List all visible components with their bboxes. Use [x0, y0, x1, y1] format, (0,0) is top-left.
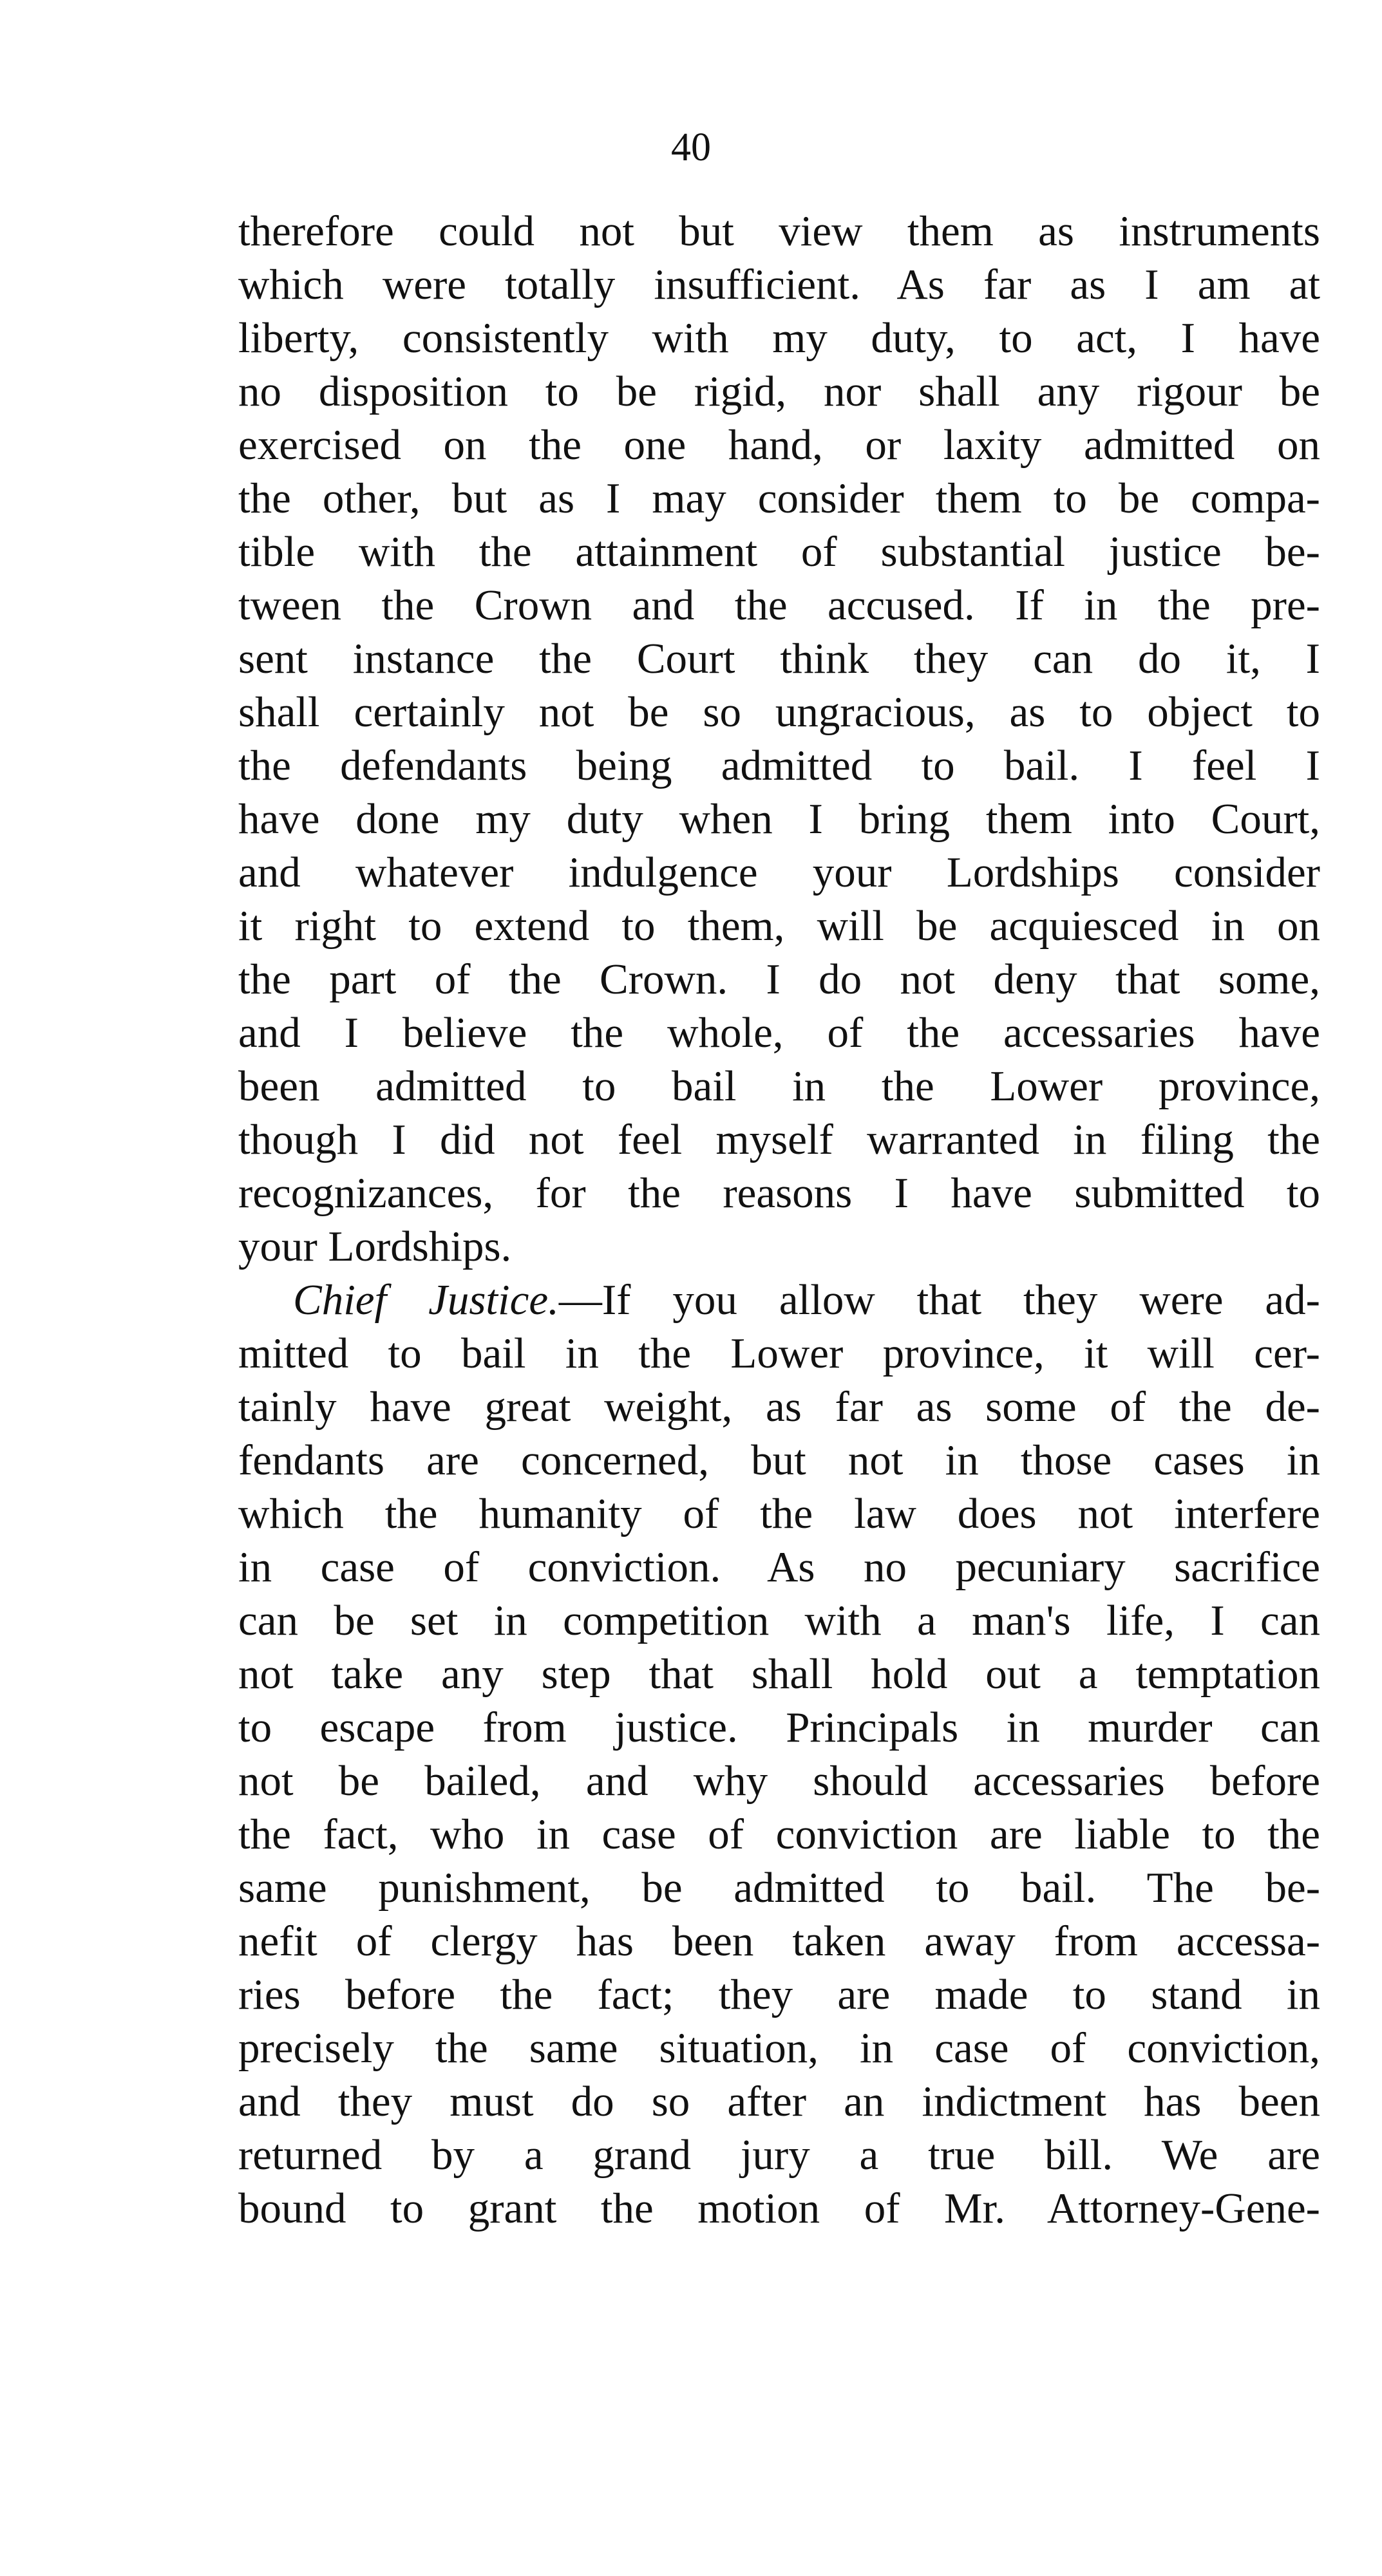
text-line: the fact, who in case of conviction are liable to the: [238, 1810, 1320, 1858]
text-line: and I believe the whole, of the accessaries have: [238, 1009, 1320, 1057]
text-line: therefore could not but view them as instruments: [238, 207, 1320, 255]
text-line: mitted to bail in the Lower province, it will cer-: [238, 1330, 1320, 1377]
text-line: which were totally insufficient. As far as I am at: [238, 261, 1320, 308]
text-line: bound to grant the motion of Mr. Attorney-Gene-: [238, 2185, 1320, 2232]
text-line: and whatever indulgence your Lordships consider: [238, 849, 1320, 896]
text-line: which the humanity of the law does not interfere: [238, 1490, 1320, 1537]
text-line: can be set in competition with a man's life, I can: [238, 1597, 1320, 1644]
text-line: your Lordships.: [238, 1223, 512, 1270]
text-line: the defendants being admitted to bail. I feel I: [238, 742, 1320, 789]
text-line: to escape from justice. Principals in murder can: [238, 1704, 1320, 1751]
text-line: fendants are concerned, but not in those cases in: [238, 1436, 1320, 1484]
text-line: recognizances, for the reasons I have submitted to: [238, 1169, 1320, 1217]
speaker-line-text: —If you allow that they were ad-: [558, 1276, 1320, 1324]
text-line: same punishment, be admitted to bail. The be-: [238, 1864, 1320, 1912]
text-line: sent instance the Court think they can do it, I: [238, 635, 1320, 682]
page-number: 40: [671, 126, 711, 169]
text-line: shall certainly not be so ungracious, as to object to: [238, 688, 1320, 736]
text-line: in case of conviction. As no pecuniary sacrifice: [238, 1543, 1320, 1591]
text-line: precisely the same situation, in case of conviction,: [238, 2024, 1320, 2072]
text-line: tainly have great weight, as far as some of the de-: [238, 1383, 1320, 1431]
text-line: nefit of clergy has been taken away from accessa-: [238, 1917, 1320, 1965]
speaker-line: [238, 1274, 1320, 1327]
body-text: [238, 205, 1320, 2235]
text-line: returned by a grand jury a true bill. We are: [238, 2131, 1320, 2179]
text-line: and they must do so after an indictment has been: [238, 2078, 1320, 2125]
text-line: liberty, consistently with my duty, to act, I have: [238, 314, 1320, 362]
text-line: tween the Crown and the accused. If in the pre-: [238, 581, 1320, 629]
text-line: though I did not feel myself warranted in filing the: [238, 1116, 1320, 1163]
text-line: not take any step that shall hold out a temptation: [238, 1650, 1320, 1698]
text-line: not be bailed, and why should accessaries before: [238, 1757, 1320, 1805]
text-line: the other, but as I may consider them to be compa-: [238, 475, 1320, 522]
text-line: no disposition to be rigid, nor shall any rigour be: [238, 368, 1320, 415]
text-line: the part of the Crown. I do not deny that some,: [238, 955, 1320, 1003]
text-line: it right to extend to them, will be acquiesced in on: [238, 902, 1320, 950]
text-line: exercised on the one hand, or laxity admitted on: [238, 421, 1320, 469]
text-line: been admitted to bail in the Lower province,: [238, 1062, 1320, 1110]
text-line: have done my duty when I bring them into Court,: [238, 795, 1320, 843]
speaker-name: Chief Justice.: [293, 1276, 559, 1324]
text-line: ries before the fact; they are made to stand in: [238, 1971, 1320, 2018]
text-line: tible with the attainment of substantial justice be-: [238, 528, 1320, 576]
